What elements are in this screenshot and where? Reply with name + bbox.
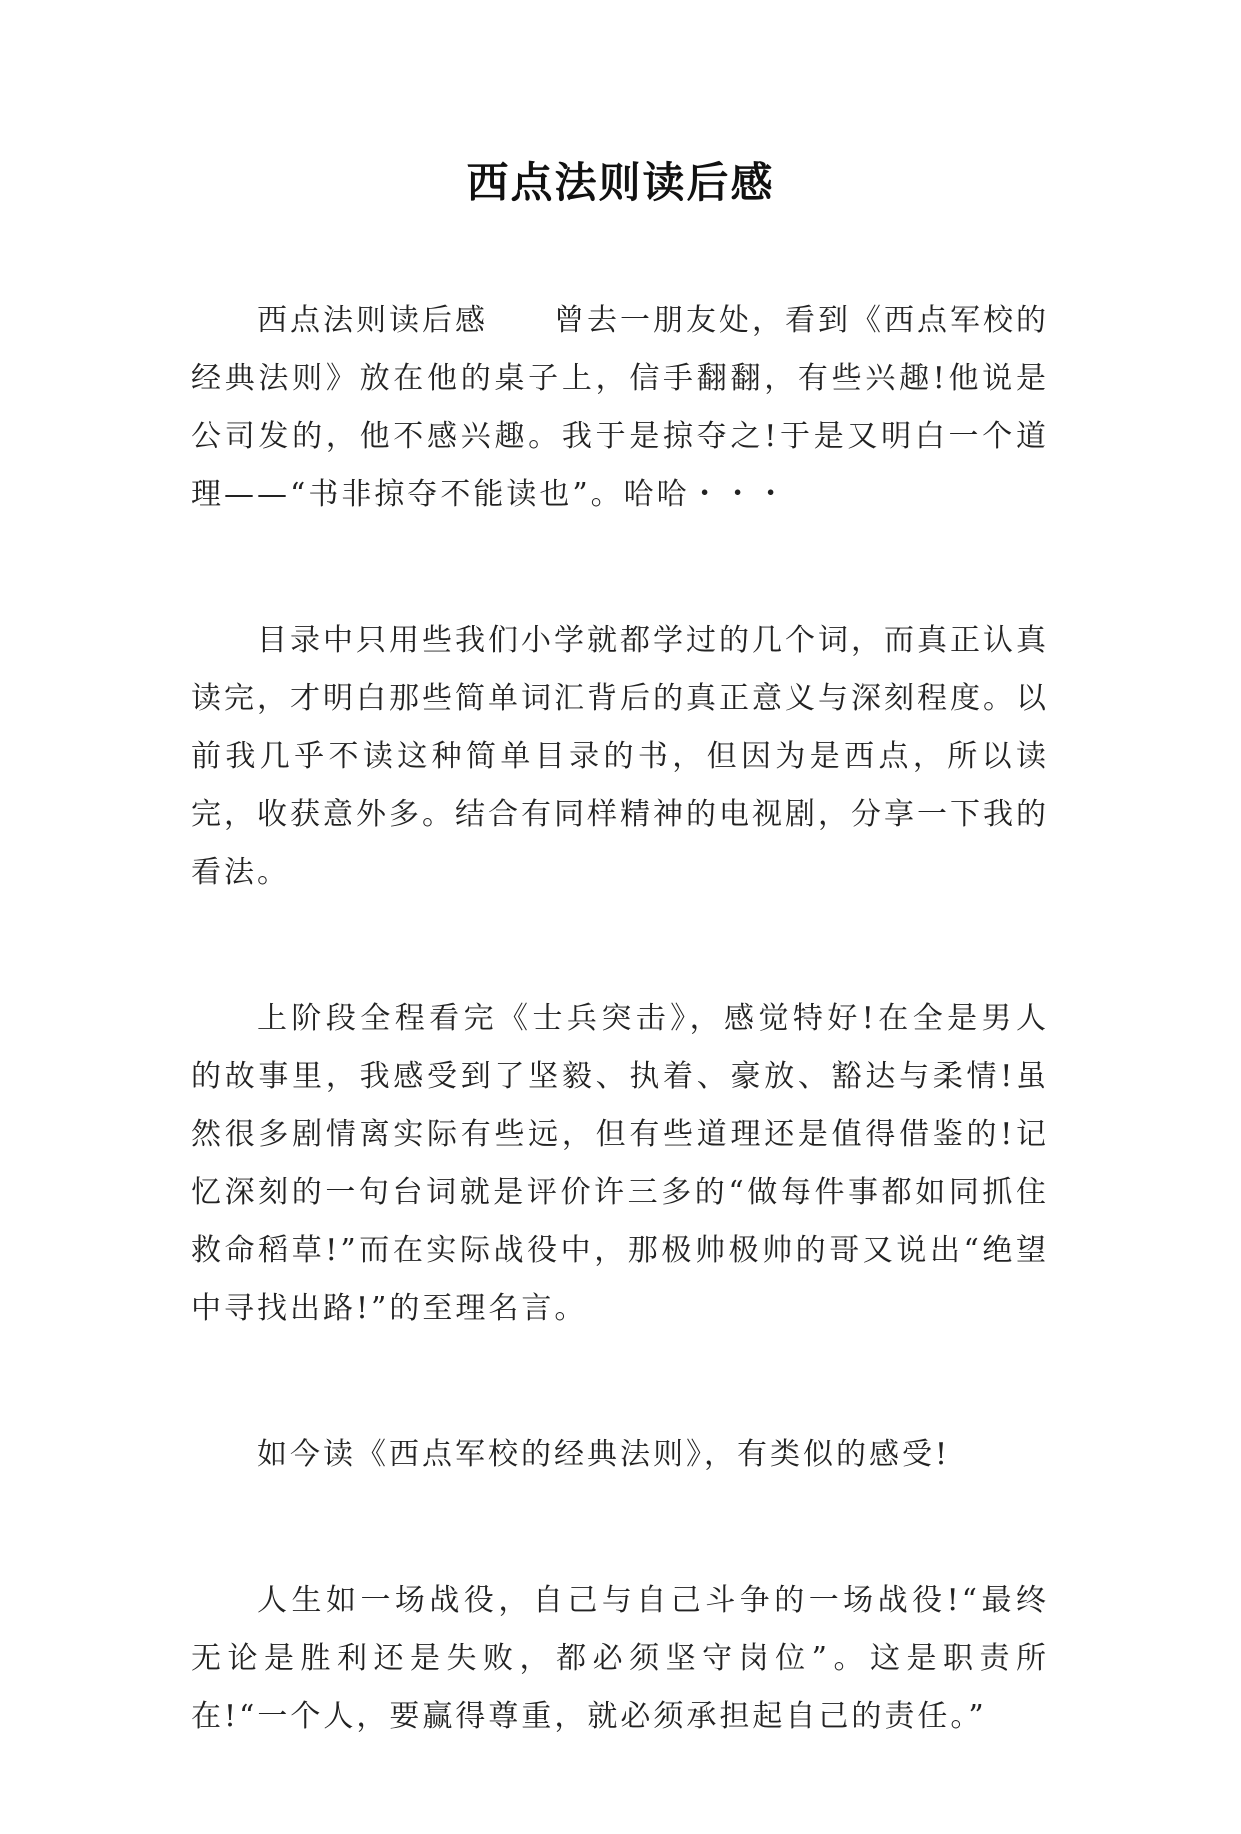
document-body bbox=[191, 292, 1049, 1834]
paragraph-2: 目录中只用些我们小学就都学过的几个词，而真正认真读完，才明白那些简单词汇背后的真正意义与深刻程度。以前我几乎不读这种简单目录的书，但因为是西点，所以读完，收获意外多。结合有同样精神的电视剧，分享一下我的看法。 bbox=[191, 623, 1049, 890]
document-title: 西点法则读后感 bbox=[466, 158, 775, 207]
paragraph-4: 如今读《西点军校的经典法则》，有类似的感受! bbox=[257, 1437, 951, 1472]
paragraph-1: 西点法则读后感 曾去一朋友处，看到《西点军校的经典法则》放在他的桌子上，信手翻翻，有些兴趣!他说是公司发的，他不感兴趣。我于是掠夺之!于是又明白一个道理——“书非掠夺不能读也”。哈哈・・・ bbox=[191, 303, 1049, 512]
paragraph-5: 人生如一场战役，自己与自己斗争的一场战役!“最终无论是胜利还是失败，都必须坚守岗位”。这是职责所在!“一个人，要赢得尊重，就必须承担起自己的责任。” bbox=[191, 1583, 1049, 1734]
paragraph-3: 上阶段全程看完《士兵突击》，感觉特好!在全是男人的故事里，我感受到了坚毅、执着、豪放、豁达与柔情!虽然很多剧情离实际有些远，但有些道理还是值得借鉴的!记忆深刻的一句台词就是评价许三多的“做每件事都如同抓住救命稻草!”而在实际战役中，那极帅极帅的哥又说出“绝望中寻找出路!”的至理名言。 bbox=[191, 1001, 1049, 1326]
